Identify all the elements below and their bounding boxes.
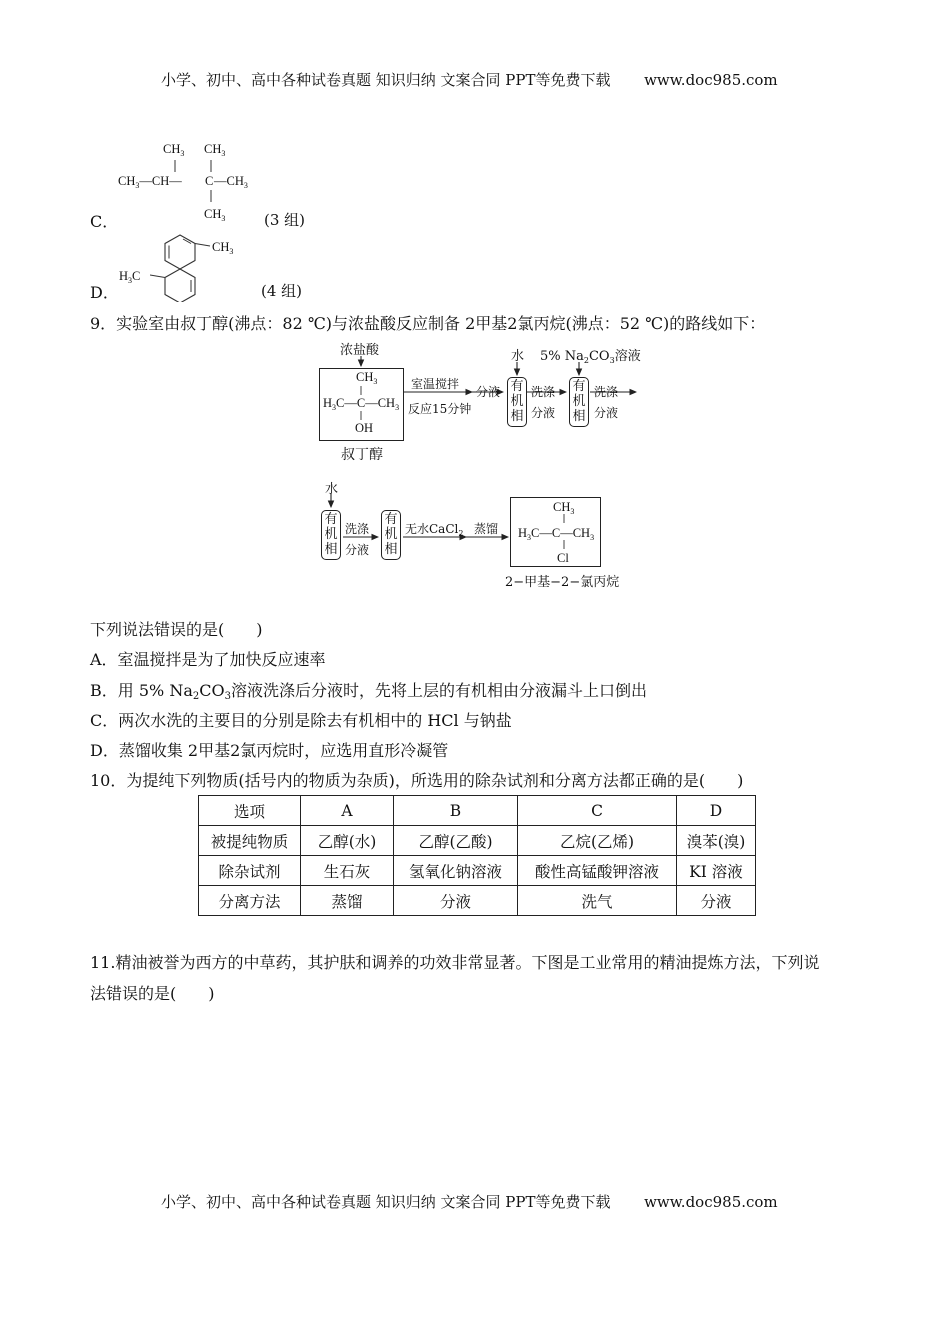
organic-phase-box: 有机相 bbox=[321, 510, 341, 560]
option-d-groups: (4 组) bbox=[261, 282, 303, 300]
q9-stem: 9．实验室由叔丁醇(沸点：82 ℃)与浓盐酸反应制备 2甲基2氯丙烷(沸点：52 ℃)的路线如下： bbox=[90, 314, 766, 333]
table-row: 除杂试剂 生石灰 氢氧化钠溶液 酸性高锰酸钾溶液 KI 溶液 bbox=[199, 856, 756, 886]
na2co3-label: 5% $Na_2CO_3$溶液 bbox=[540, 349, 641, 365]
start-name: 叔丁醇 bbox=[341, 447, 383, 463]
option-d-right-group: $CH_3$ bbox=[212, 240, 234, 256]
q9-option-b: B．用 5% Na2CO3溶液洗涤后分液时，先将上层的有机相由分液漏斗上口倒出 bbox=[90, 681, 647, 702]
product-molecule-box bbox=[510, 497, 601, 567]
reagent-hcl: 浓盐酸 bbox=[340, 343, 380, 358]
option-c-groups: (3 组) bbox=[264, 211, 306, 229]
q9-prompt: 下列说法错误的是( ) bbox=[90, 620, 263, 639]
q9-option-c: C．两次水洗的主要目的分别是除去有机相中的 HCl 与钠盐 bbox=[90, 711, 512, 730]
organic-phase-box: 有机相 bbox=[507, 377, 527, 427]
naphthalene-ring-icon bbox=[150, 232, 220, 302]
option-c-label: C． bbox=[90, 212, 119, 231]
table-row: 选项 A B C D bbox=[199, 796, 756, 826]
q10-table bbox=[198, 795, 756, 916]
start-molecule-box bbox=[319, 368, 404, 441]
cacl2-label: 无水CaCl$_2$ bbox=[405, 522, 464, 538]
q11-line1: 11.精油被誉为西方的中草药，其护肤和调养的功效非常显著。下图是工业常用的精油提炼方法，下列说 bbox=[90, 953, 820, 972]
page-footer bbox=[161, 1191, 778, 1212]
organic-phase-box: 有机相 bbox=[381, 510, 401, 560]
page-header bbox=[161, 69, 778, 90]
organic-phase-box: 有机相 bbox=[569, 377, 589, 427]
footer-url[interactable]: www.doc985.com bbox=[644, 1193, 778, 1211]
table-row: 分离方法 蒸馏 分液 洗气 分液 bbox=[199, 886, 756, 916]
option-d-left-group: $H_3C$ bbox=[119, 269, 141, 285]
header-url[interactable]: www.doc985.com bbox=[644, 71, 778, 89]
header-text: 小学、初中、高中各种试卷真题 知识归纳 文案合同 PPT等免费下载 bbox=[161, 71, 611, 89]
option-c-structure: $CH_3$ $CH_3$ $CH_3—CH—$ C $—CH_3$ $CH_3$ bbox=[110, 138, 270, 228]
product-name: 2−甲基−2−氯丙烷 bbox=[505, 575, 620, 590]
q9-option-a: A．室温搅拌是为了加快反应速率 bbox=[90, 650, 326, 669]
table-row: 被提纯物质 乙醇(水) 乙醇(乙酸) 乙烷(乙烯) 溴苯(溴) bbox=[199, 826, 756, 856]
q9-synthesis-diagram: 浓盐酸 $CH_3$ $H_3C—C—CH_3$ OH 叔丁醇 室温搅拌 反应15分钟 分液 水 5% $Na_2CO_3$溶液 有机相 洗涤 分液 有机相 洗涤 分液 水 有机相 洗涤 分液 有机相 无水CaCl$_2$ 蒸馏 $CH_3$ $H_3C—C—CH_3$ Cl 2−甲基−2−氯丙烷 bbox=[0, 0, 950, 600]
q10-stem: 10．为提纯下列物质(括号内的物质为杂质)，所选用的除杂试剂和分离方法都正确的是( ) bbox=[90, 771, 744, 790]
q9-option-d: D．蒸馏收集 2甲基2氯丙烷时，应选用直形冷凝管 bbox=[90, 741, 449, 760]
option-d-label: D． bbox=[90, 283, 119, 302]
q11-line2: 法错误的是( ) bbox=[90, 984, 215, 1003]
footer-text: 小学、初中、高中各种试卷真题 知识归纳 文案合同 PPT等免费下载 bbox=[161, 1193, 611, 1211]
